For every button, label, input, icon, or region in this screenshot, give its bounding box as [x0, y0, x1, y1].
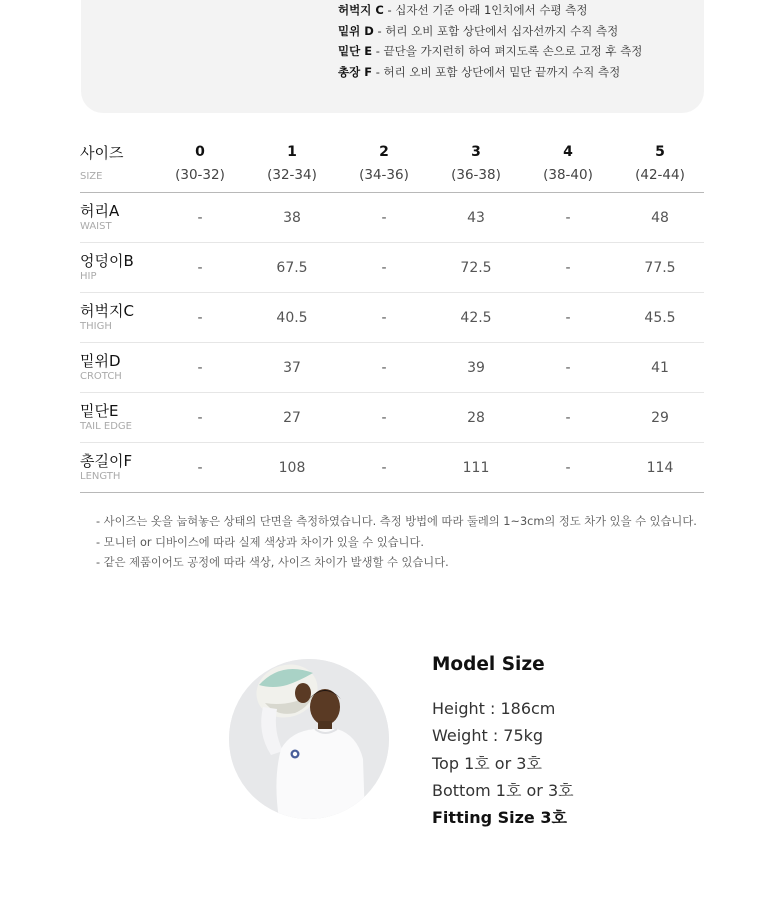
table-cell: - — [197, 359, 203, 376]
row-label-en: LENGTH — [80, 471, 121, 482]
row-label-en: CROTCH — [80, 371, 122, 382]
size-column-3 — [436, 143, 516, 184]
guide-line-length — [338, 62, 642, 82]
table-cell: 108 — [278, 459, 306, 476]
table-cell: - — [381, 359, 387, 376]
row-label-ko: 엉덩이B — [80, 252, 134, 270]
row-label-en: THIGH — [80, 321, 112, 332]
table-cell: - — [381, 259, 387, 276]
row-label-ko: 허벅지C — [80, 302, 134, 320]
row-label-ko: 허리A — [80, 202, 120, 220]
table-cell: - — [565, 259, 571, 276]
table-cell: - — [197, 459, 203, 476]
table-cell: - — [381, 409, 387, 426]
table-cell: - — [381, 209, 387, 226]
model-weight: Weight : 75kg — [432, 726, 544, 746]
size-number: 2 — [379, 144, 389, 160]
table-cell: 77.5 — [644, 259, 676, 276]
table-cell: 38 — [283, 209, 301, 226]
row-label — [80, 202, 119, 233]
size-number: 5 — [655, 144, 665, 160]
size-column-2 — [344, 143, 424, 184]
table-cell: - — [565, 209, 571, 226]
model-photo — [229, 659, 389, 819]
model-height: Height : 186cm — [432, 699, 556, 718]
table-cell: - — [565, 409, 571, 426]
guide-text: - 허리 오비 포함 상단에서 십자선까지 수직 측정 — [377, 23, 619, 38]
guide-line-crotch — [338, 21, 642, 41]
table-cell: - — [565, 309, 571, 326]
table-row-thigh — [80, 293, 704, 343]
size-number: 0 — [195, 144, 205, 160]
table-cell: - — [197, 309, 203, 326]
guide-key: 밑단 E — [338, 44, 373, 59]
model-fitting-size: Fitting Size 3호 — [432, 808, 567, 828]
table-row-hip — [80, 243, 704, 293]
table-row-waist — [80, 193, 704, 243]
guide-text: - 십자선 기준 아래 1인치에서 수평 측정 — [387, 3, 588, 18]
table-cell: 43 — [467, 209, 485, 226]
row-label — [80, 402, 132, 433]
row-label-ko: 밑위D — [80, 352, 121, 370]
row-label-ko: 밑단E — [80, 402, 119, 420]
table-row-length — [80, 443, 704, 493]
guide-key: 밑위 D — [338, 23, 374, 38]
table-cell: 45.5 — [644, 309, 676, 326]
size-range: (38-40) — [543, 167, 593, 183]
table-cell: 41 — [651, 359, 669, 376]
row-label-en: TAIL EDGE — [80, 421, 132, 432]
table-cell: 72.5 — [460, 259, 492, 276]
row-label — [80, 452, 132, 483]
guide-line-thigh — [338, 0, 642, 20]
model-size-title: Model Size — [432, 654, 545, 675]
table-cell: - — [381, 309, 387, 326]
guide-text: - 허리 오비 포함 상단에서 밑단 끝까지 수직 측정 — [375, 64, 621, 79]
table-cell: - — [565, 359, 571, 376]
row-label — [80, 302, 134, 333]
size-column-5 — [620, 143, 700, 184]
size-column-4 — [528, 143, 608, 184]
table-cell: - — [197, 409, 203, 426]
table-cell: - — [197, 209, 203, 226]
table-cell: 27 — [283, 409, 301, 426]
row-label-en: HIP — [80, 271, 97, 282]
row-label — [80, 352, 122, 383]
size-column-1 — [252, 143, 332, 184]
guide-key: 총장 F — [338, 64, 373, 79]
guide-key: 허벅지 C — [338, 3, 384, 18]
measurement-guide — [81, 0, 704, 113]
table-cell: 111 — [462, 459, 490, 476]
table-cell: 40.5 — [276, 309, 308, 326]
size-table — [80, 140, 704, 493]
size-notes — [96, 512, 697, 574]
size-header-ko: 사이즈 — [80, 144, 124, 162]
guide-text: - 끝단을 가지런히 하여 펴지도록 손으로 고정 후 측정 — [375, 44, 643, 59]
table-row-tail-edge — [80, 393, 704, 443]
size-header-label — [80, 144, 123, 183]
table-cell: 29 — [651, 409, 669, 426]
table-cell: 37 — [283, 359, 301, 376]
table-header-row — [80, 140, 704, 193]
table-cell: 48 — [651, 209, 669, 226]
size-range: (36-38) — [451, 167, 501, 183]
size-header-en: SIZE — [80, 171, 103, 182]
table-cell: 28 — [467, 409, 485, 426]
table-cell: - — [565, 459, 571, 476]
table-cell: 42.5 — [460, 309, 492, 326]
guide-line-tail-edge — [338, 41, 642, 61]
note-line: - 같은 제품이어도 공정에 따라 색상, 사이즈 차이가 발생할 수 있습니다. — [96, 556, 449, 570]
size-number: 4 — [563, 144, 573, 160]
size-number: 3 — [471, 144, 481, 160]
row-label — [80, 252, 134, 283]
size-range: (32-34) — [267, 167, 317, 183]
size-number: 1 — [287, 144, 297, 160]
guide-lines — [338, 0, 642, 82]
size-range: (42-44) — [635, 167, 685, 183]
model-bottom-size: Bottom 1호 or 3호 — [432, 780, 574, 800]
table-cell: 114 — [646, 459, 674, 476]
table-cell: 39 — [467, 359, 485, 376]
row-label-ko: 총길이F — [80, 452, 133, 470]
note-line: - 사이즈는 옷을 눕혀놓은 상태의 단면을 측정하였습니다. 측정 방법에 따라 둘레의 1~3cm의 정도 차가 있을 수 있습니다. — [96, 515, 697, 528]
table-cell: - — [197, 259, 203, 276]
note-line: - 모니터 or 디바이스에 따라 실제 색상과 차이가 있을 수 있습니다. — [96, 535, 424, 549]
model-info — [432, 652, 574, 831]
size-column-0 — [160, 143, 240, 184]
table-cell: - — [381, 459, 387, 476]
size-range: (34-36) — [359, 167, 409, 183]
table-row-crotch — [80, 343, 704, 393]
row-label-en: WAIST — [80, 221, 112, 232]
table-cell: 67.5 — [276, 259, 308, 276]
model-top-size: Top 1호 or 3호 — [432, 753, 542, 773]
size-range: (30-32) — [175, 167, 225, 183]
